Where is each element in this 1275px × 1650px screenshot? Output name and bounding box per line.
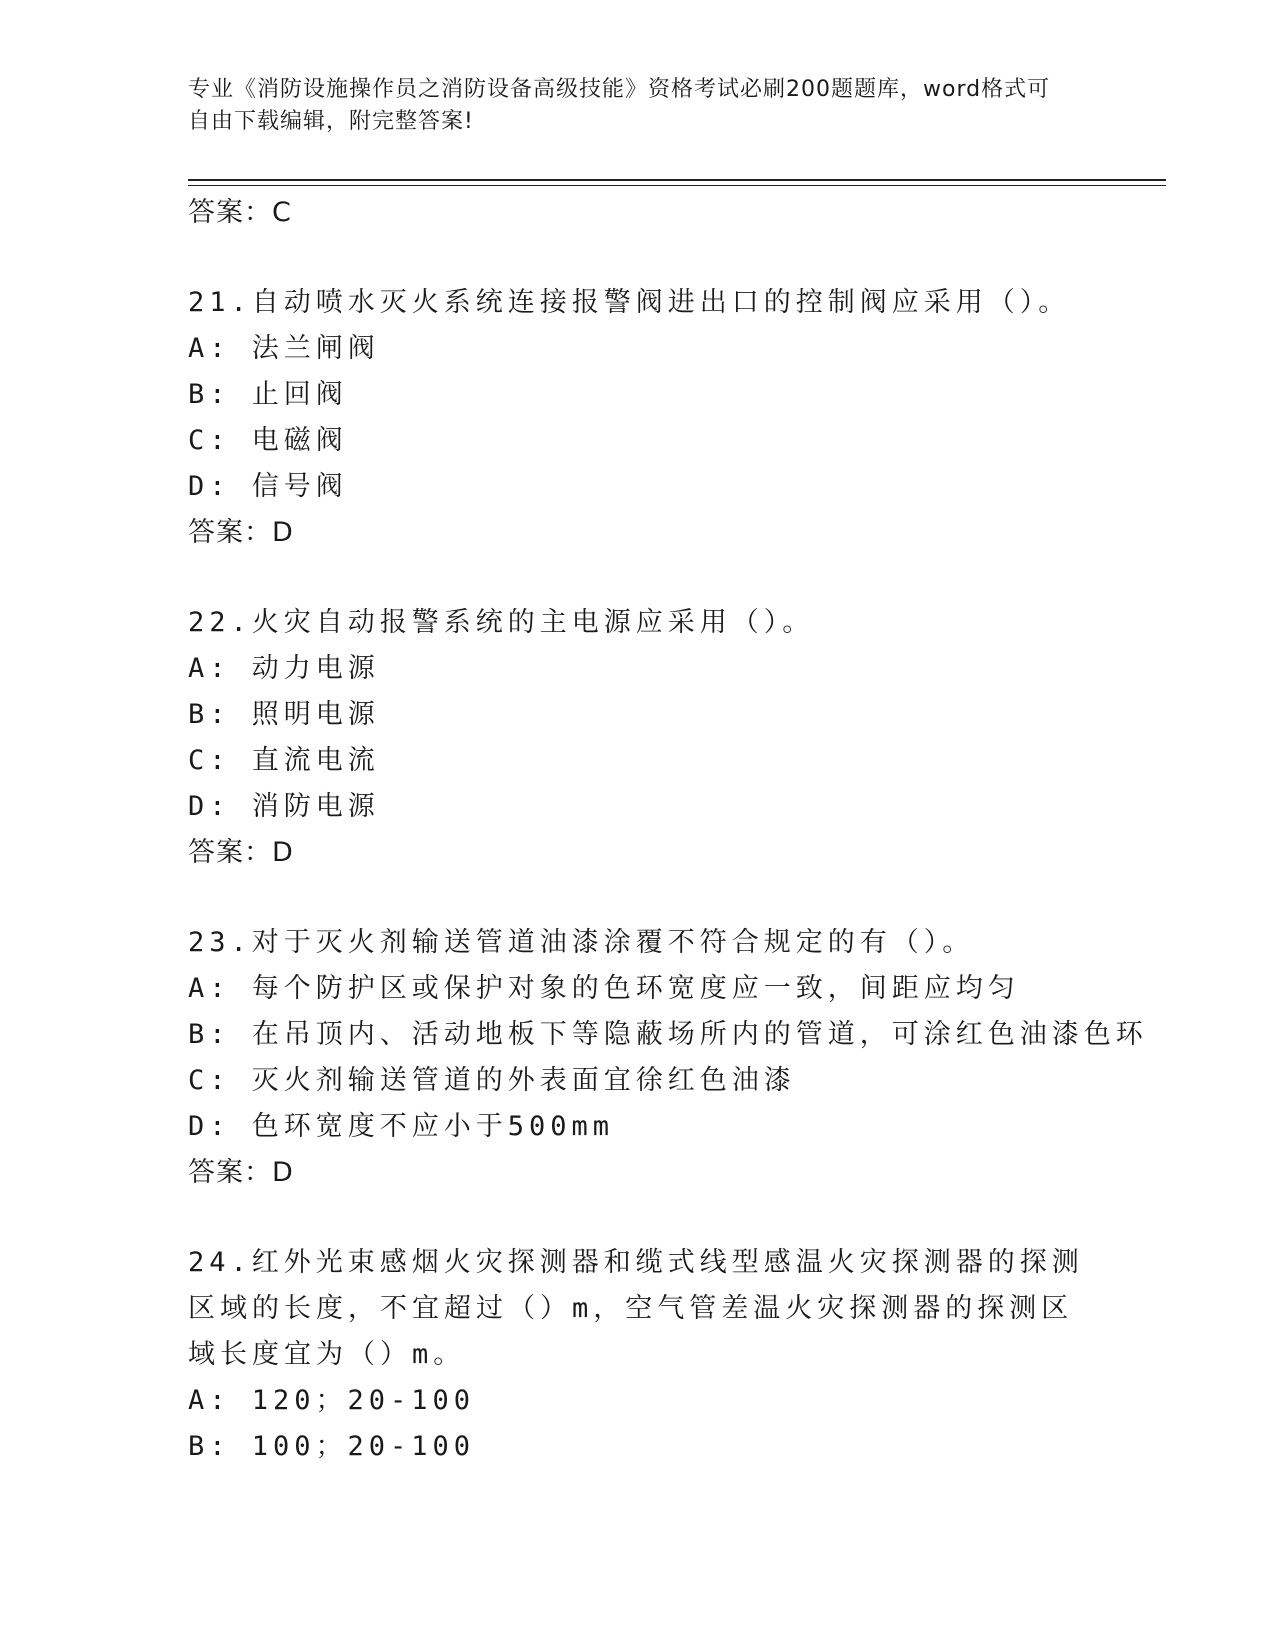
- document-header: 专业《消防设施操作员之消防设备高级技能》资格考试必刷200题题库，word格式可自由下载编辑，附完整答案!: [188, 77, 1051, 134]
- option-d: D: 色环宽度不应小于500mm: [188, 1111, 615, 1142]
- question-22: [188, 600, 1088, 876]
- question-21: [188, 280, 1088, 556]
- header-divider-thin: [188, 185, 1166, 186]
- option-a: A: 120；20-100: [188, 1385, 476, 1416]
- question-stem: 21.自动喷水灭火系统连接报警阀进出口的控制阀应采用（）。: [188, 287, 1071, 318]
- option-b: B: 照明电源: [188, 699, 380, 730]
- option-a: A: 法兰闸阀: [188, 333, 380, 364]
- question-stem: 24.红外光束感烟火灾探测器和缆式线型感温火灾探测器的探测区域的长度，不宜超过（）m，空气管差温火灾探测器的探测区域长度宜为（）m。: [188, 1247, 1084, 1370]
- option-a: A: 每个防护区或保护对象的色环宽度应一致，间距应均匀: [188, 973, 1020, 1004]
- option-b: B: 100；20-100: [188, 1431, 476, 1462]
- option-c: C: 灭火剂输送管道的外表面宜徐红色油漆: [188, 1065, 796, 1096]
- question-24: [188, 1240, 1088, 1470]
- question-list: [188, 190, 1148, 1470]
- question-stem: 22.火灾自动报警系统的主电源应采用（）。: [188, 607, 815, 638]
- option-b: B: 止回阀: [188, 379, 348, 410]
- question-23: [188, 920, 1148, 1196]
- header-divider-thick: [188, 179, 1166, 181]
- answer-line: 答案：D: [188, 517, 294, 548]
- question-stem: 23.对于灭火剂输送管道油漆涂覆不符合规定的有（）。: [188, 927, 975, 958]
- option-b: B: 在吊顶内、活动地板下等隐蔽场所内的管道，可涂红色油漆色环: [188, 1019, 1148, 1050]
- option-c: C: 电磁阀: [188, 425, 348, 456]
- option-d: D: 信号阀: [188, 471, 348, 502]
- answer-line: 答案：C: [188, 197, 292, 228]
- option-d: D: 消防电源: [188, 791, 380, 822]
- option-c: C: 直流电流: [188, 745, 380, 776]
- option-a: A: 动力电源: [188, 653, 380, 684]
- answer-line: 答案：D: [188, 1157, 294, 1188]
- answer-line: 答案：D: [188, 837, 294, 868]
